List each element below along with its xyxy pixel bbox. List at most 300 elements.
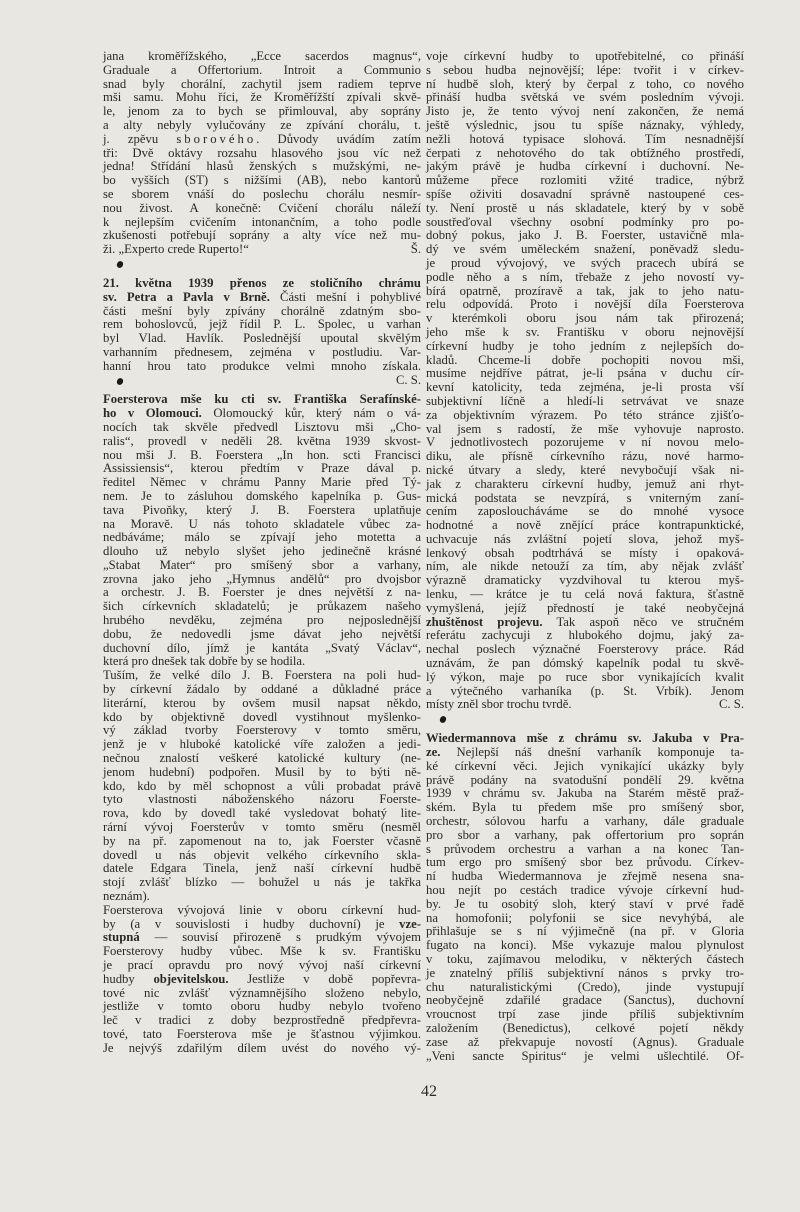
line-text: soustřeďoval všechny osobní podmínky pro po- bbox=[426, 214, 744, 229]
text-line bbox=[426, 912, 744, 926]
line-text: výrazně dramaticky vyzdvihoval tu kterou myš- bbox=[426, 573, 744, 588]
text-line bbox=[426, 147, 744, 161]
text-line bbox=[426, 78, 744, 92]
line-text: nou mši J. B. Foerstera „In hon. scti Francisci bbox=[103, 447, 421, 462]
line-text: neznám). bbox=[103, 889, 150, 904]
text-line bbox=[426, 298, 744, 312]
line-text: le, jenom za to bych se přimlouval, aby soprány bbox=[103, 104, 421, 119]
article-paragraph bbox=[426, 732, 744, 1063]
text-line bbox=[426, 1050, 744, 1064]
text-line bbox=[103, 462, 421, 476]
line-text: V jednotlivostech pozorujeme v ní novou melo- bbox=[426, 435, 744, 450]
text-line bbox=[426, 1008, 744, 1022]
text-line bbox=[426, 843, 744, 857]
text-line bbox=[103, 752, 421, 766]
article-heading: sv. Petra a Pavla v Brně. bbox=[103, 289, 270, 304]
line-text: mši samu. Mohu říci, že Kroměřížští zpívali skvě- bbox=[103, 90, 421, 105]
article-heading: ho v Olomouci. bbox=[103, 406, 202, 421]
right-column bbox=[426, 50, 744, 1063]
line-text: právě podány na svatodušní pondělí 29. května bbox=[426, 772, 744, 787]
line-text: vroucnost trpí zase jinde příliš subjektivním bbox=[426, 1007, 744, 1022]
text-line bbox=[103, 890, 421, 904]
text-line bbox=[426, 815, 744, 829]
text-line bbox=[103, 559, 421, 573]
text-line bbox=[426, 898, 744, 912]
line-text: zase až překvapuje novostí (Agnus). Graduale bbox=[426, 1034, 744, 1049]
line-text: podle něho a s ním, třebaže z jeho novostí vy- bbox=[426, 269, 744, 284]
text-line bbox=[426, 588, 744, 602]
line-text: tyto vlastnosti náboženského názoru Foerste- bbox=[103, 792, 421, 807]
line-text: nou živost. A konečně: Cvičení chorálu náleží bbox=[103, 200, 421, 215]
line-text: val jsem s radostí, že mše vyhovuje naprosto. bbox=[426, 421, 744, 436]
line-text: relu odpovídá. Proto i novější díla Foersterova bbox=[426, 297, 744, 312]
text-line bbox=[103, 876, 421, 890]
line-text: zrovna jako jeho „Hymnus andělů“ pro dvojsbor bbox=[103, 571, 421, 586]
text-line bbox=[426, 746, 744, 760]
text-line bbox=[103, 862, 421, 876]
line-text: uznávám, že pan dómský kapelník podal tu skvě- bbox=[426, 656, 744, 671]
text-line bbox=[426, 574, 744, 588]
line-text: snad byly chorální, zachytil jsem radiem teprve bbox=[103, 76, 421, 91]
page-number: 42 bbox=[421, 1083, 437, 1100]
text-line bbox=[103, 64, 421, 78]
line-text: rova, kdo by dovedl také vysledovat bohatý lite- bbox=[103, 806, 421, 821]
line-text: lenku, — krátce je tu celá nová faktura, šťastně bbox=[426, 587, 744, 602]
text-line bbox=[103, 821, 421, 835]
text-line bbox=[426, 953, 744, 967]
text-line bbox=[426, 1036, 744, 1050]
line-text: Graduale a Offertorium. Introit a Communio bbox=[103, 62, 421, 77]
text-line bbox=[103, 277, 421, 291]
text-line bbox=[103, 835, 421, 849]
line-text: Nejlepší náš dnešní varhaník komponuje ta- bbox=[440, 745, 744, 760]
text-line bbox=[103, 642, 421, 656]
text-line bbox=[103, 50, 421, 64]
line-text: „Stabat Mater“ pro smíšený sbor a varhany, bbox=[103, 557, 421, 572]
text-line bbox=[426, 616, 744, 630]
line-text: . Důvody uvádím zatím bbox=[256, 131, 422, 146]
line-text: fugato na konci). Mše vykazuje malou plynulost bbox=[426, 938, 744, 953]
text-line bbox=[426, 450, 744, 464]
text-line bbox=[426, 602, 744, 616]
text-line bbox=[426, 981, 744, 995]
line-text: Foersterova vývojová linie v oboru církevní hud- bbox=[103, 902, 421, 917]
bullet-separator-icon bbox=[116, 377, 125, 386]
line-text: ním, ale nikde netouží za tím, aby nějak zvlášť bbox=[426, 559, 744, 574]
line-text: lenkový obsah podtrhává se místy i opaková- bbox=[426, 545, 744, 560]
line-text: nežli hotová typisace slohová. Tím nesnadnější bbox=[426, 131, 744, 146]
text-line bbox=[103, 780, 421, 794]
line-text: Jisto je, že tento vývoj není zakončen, že nemá bbox=[426, 104, 744, 119]
line-text: za objektivním výrazem. Po této stránce zjišťo- bbox=[426, 407, 744, 422]
line-text: můžeme přece rozlomiti vžité tradice, nýbrž bbox=[426, 173, 744, 188]
text-line bbox=[103, 449, 421, 463]
line-text-wrap bbox=[103, 243, 249, 257]
text-line bbox=[103, 628, 421, 642]
text-line bbox=[426, 340, 744, 354]
line-text: ké církevní věci. Jejich vynikající ukázky byly bbox=[426, 758, 744, 773]
line-text: Tuším, že velké dílo J. B. Foerstera na poli hud- bbox=[103, 668, 421, 683]
text-line bbox=[103, 1014, 421, 1028]
text-line bbox=[426, 354, 744, 368]
article-paragraph bbox=[103, 50, 421, 257]
text-line bbox=[103, 931, 421, 945]
line-text: literární, kterou by ovšem musil napsat někdo, bbox=[103, 695, 421, 710]
line-text: by církevní žádalo by oddané a důkladné práce bbox=[103, 682, 421, 697]
text-line bbox=[103, 807, 421, 821]
line-text: diku, ale přísně církevního rázu, nové harmo- bbox=[426, 449, 744, 464]
line-text: v kterémkoli oboru jsou nám tak přirozená; bbox=[426, 311, 744, 326]
line-text-wrap bbox=[103, 374, 133, 388]
line-text: hanní hrou tato produkce velmi mnoho získala. bbox=[103, 358, 421, 373]
line-text: cením zaposloucháváme se do mnohé vysoce bbox=[426, 504, 744, 519]
text-line bbox=[103, 793, 421, 807]
text-line bbox=[103, 545, 421, 559]
line-text: šich církevních skladatelů; je průkazem našeho bbox=[103, 599, 421, 614]
text-line bbox=[103, 393, 421, 407]
text-line bbox=[426, 160, 744, 174]
line-text: dobu, že nedovedli jsme dávat jeho největší bbox=[103, 626, 421, 641]
line-text: leč v tradici z doby bezprostředně předpřevra- bbox=[103, 1013, 421, 1028]
line-text: bo vyšších (ST) s nižšími (AB), nebo kantorů bbox=[103, 173, 421, 188]
line-text: jakým právě je hudba církevní i duchovní. Ne- bbox=[426, 159, 744, 174]
text-line bbox=[103, 332, 421, 346]
text-line bbox=[103, 669, 421, 683]
line-text: ralis“, provedl v neděli 28. května 1939 skvost- bbox=[103, 433, 421, 448]
text-line bbox=[103, 531, 421, 545]
section-separator bbox=[426, 712, 744, 732]
text-line bbox=[103, 573, 421, 587]
line-text: hodnotné a nově znějící práce kontrapunktické, bbox=[426, 518, 744, 533]
text-line bbox=[103, 959, 421, 973]
text-line bbox=[103, 724, 421, 738]
line-text: zkušenosti potřebují soprány a alty více než mu- bbox=[103, 228, 421, 243]
text-line bbox=[426, 326, 744, 340]
text-line bbox=[103, 987, 421, 1001]
text-line bbox=[426, 229, 744, 243]
line-text: je prací opravdu pro nový vývoj naší církevní bbox=[103, 958, 421, 972]
bullet-separator-icon bbox=[439, 715, 448, 724]
text-line bbox=[426, 91, 744, 105]
article-paragraph bbox=[426, 50, 744, 712]
text-line bbox=[426, 216, 744, 230]
line-text: a alty nebyly vylučovány ze zpívání chorálu, t. bbox=[103, 117, 421, 132]
line-text: by. Je tu osobitý sloh, který staví v prvé řadě bbox=[426, 896, 744, 911]
text-line bbox=[103, 849, 421, 863]
line-text: čerpati z nehotového do tak obtížného prostředí, bbox=[426, 145, 744, 160]
line-text: dobný pokus, jako J. B. Foerster, ustavičně mla- bbox=[426, 228, 744, 243]
line-text: rem bohoslovců, jejž řídil P. L. Spolec, u varhan bbox=[103, 317, 421, 332]
line-text: j. zpěvu bbox=[103, 131, 177, 146]
line-text: ty. Není prostě u nás skladatele, který by v sobě bbox=[426, 200, 744, 215]
line-text: kdo by objektivně dovedl vystihnout myšlenko- bbox=[103, 709, 421, 724]
text-line bbox=[426, 505, 744, 519]
article-paragraph bbox=[103, 277, 421, 387]
text-line bbox=[426, 939, 744, 953]
text-line bbox=[426, 671, 744, 685]
text-line bbox=[426, 547, 744, 561]
text-line bbox=[426, 870, 744, 884]
text-line bbox=[103, 174, 421, 188]
line-text: s průvodem orchestru a varhan a na konec Tan- bbox=[426, 841, 744, 856]
text-line bbox=[426, 464, 744, 478]
article-paragraph bbox=[103, 904, 421, 1056]
line-text: k nejlepším cvičením intonančním, a toho podle bbox=[103, 214, 421, 229]
text-line bbox=[426, 367, 744, 381]
spaced-emphasis: sborového bbox=[176, 131, 257, 146]
line-text: hou nejít po cestách tradice vývoje církevní hud- bbox=[426, 883, 744, 898]
text-line bbox=[426, 801, 744, 815]
line-text: založením (Benedictus), celkové pojetí někdy bbox=[426, 1020, 744, 1035]
line-text: nechal poslech význačné Foersterovy práce. Rád bbox=[426, 642, 744, 657]
line-text: duchovní dílo, jímž je kantáta „Svatý Václav“, bbox=[103, 640, 421, 655]
line-text: nické útvary a sledy, které nevybočují však ni- bbox=[426, 462, 744, 477]
line-text: kladů. Chceme-li dobře pochopiti novou mši, bbox=[426, 352, 744, 367]
line-text: jenom hudební) podpořen. Musil by to býti ně- bbox=[103, 764, 421, 779]
line-text: nečnou znalostí veškeré katolické kultury (ne- bbox=[103, 751, 421, 766]
line-text: a orchestr. J. B. Foerster je dnes největší z na- bbox=[103, 585, 421, 600]
line-text: Foersterovy hudby vůbec. Mše k sv. Františku bbox=[103, 944, 421, 959]
author-signature: C. S. bbox=[395, 372, 421, 387]
text-line bbox=[426, 395, 744, 409]
article-heading: stupná bbox=[103, 930, 140, 945]
text-line bbox=[103, 421, 421, 435]
line-text: voje církevní hudby to upotřebitelné, co přináší bbox=[426, 49, 744, 63]
text-line bbox=[426, 257, 744, 271]
line-text: církevní hudby je toho jedním z nejlepších do- bbox=[426, 338, 744, 353]
text-line bbox=[103, 711, 421, 725]
text-line bbox=[426, 994, 744, 1008]
line-text: na Moravě. U nás tohoto skladatele vůbec za- bbox=[103, 516, 421, 531]
left-column bbox=[103, 50, 421, 1056]
bold-emphasis: vze- bbox=[399, 916, 421, 931]
text-line bbox=[426, 478, 744, 492]
text-line bbox=[426, 243, 744, 257]
text-line bbox=[103, 291, 421, 305]
line-text: s sebou hudba nejnovější; lépe: tvořit i v církev- bbox=[426, 62, 744, 77]
text-line bbox=[103, 78, 421, 92]
line-text: lý výkon, maje po ruce sbor vynikajících kvalit bbox=[426, 669, 744, 684]
text-line bbox=[103, 1028, 421, 1042]
text-line bbox=[426, 285, 744, 299]
bullet-separator-icon bbox=[116, 260, 125, 269]
line-text: vý základ tvorby Foersterovy v tomto směru, bbox=[103, 723, 421, 738]
text-line bbox=[426, 1022, 744, 1036]
line-text: kevní katolicity, teda zejména, je-li prosta vší bbox=[426, 380, 744, 395]
bold-emphasis: objevitelskou. bbox=[153, 971, 229, 986]
line-text: jenž je v hluboké katolické víře založen a jedi- bbox=[103, 737, 421, 752]
line-text: je proud vývojový, ve svých pracech ubírá se bbox=[426, 255, 744, 270]
text-line bbox=[426, 629, 744, 643]
line-text: se sborem vnáší do poslechu chorálu nesmír- bbox=[103, 186, 421, 201]
line-text: chu naturalistickými (Credo), jinde vystupují bbox=[426, 979, 744, 994]
line-text: stojí zvlášť blízko — bohužel u nás je takřka bbox=[103, 875, 421, 890]
line-text: bírá opatrně, prozíravě a tak, jak to jeho natu- bbox=[426, 283, 744, 298]
text-line bbox=[103, 188, 421, 202]
text-line bbox=[426, 381, 744, 395]
line-text: by na př. zapomenout na to, jak Foerster včasně bbox=[103, 833, 421, 848]
line-text: datele Edgara Tinela, jenž naší církevní hudbě bbox=[103, 861, 421, 876]
line-text: ži. „Experto crede Ruperto!“ bbox=[103, 242, 249, 257]
text-line bbox=[103, 360, 421, 374]
text-line bbox=[103, 518, 421, 532]
line-text: rární vývoj Foersterův v tomto směru (nesměl bbox=[103, 820, 421, 835]
line-text: hudby bbox=[103, 971, 154, 986]
text-line bbox=[426, 774, 744, 788]
line-text: orchestr, sólovou harfu a varhany, dále graduale bbox=[426, 814, 744, 829]
text-line bbox=[426, 829, 744, 843]
text-line bbox=[426, 856, 744, 870]
text-line bbox=[426, 188, 744, 202]
line-text: dovedl u nás objevit velkého církevního skla- bbox=[103, 847, 421, 862]
line-text: Olomoucký kůr, který nám o vá- bbox=[201, 406, 421, 421]
line-text: tové nic zvlášť významnějšího složeno nebylo, bbox=[103, 985, 421, 1000]
line-text: části mešní byly zpívány chorálně zdatným sbo- bbox=[103, 303, 421, 318]
author-signature: C. S. bbox=[718, 697, 744, 712]
line-text: spíše oživiti dosavadní správně nastoupené ces- bbox=[426, 186, 744, 201]
text-line bbox=[103, 766, 421, 780]
text-line bbox=[103, 105, 421, 119]
text-line bbox=[426, 533, 744, 547]
text-line bbox=[103, 119, 421, 133]
text-line bbox=[426, 643, 744, 657]
article-heading: Foersterova mše ku cti sv. Františka Serafínské- bbox=[103, 392, 421, 407]
line-text: mická podstata se nevzpírá, s vniterným zaní- bbox=[426, 490, 744, 505]
article-heading: zhuštěnost projevu. bbox=[426, 614, 543, 629]
text-line bbox=[426, 560, 744, 574]
line-text: a výtečného varhaníka (p. St. Vrbík). Jenom bbox=[426, 683, 744, 698]
line-text: 1939 v chrámu sv. Jakuba na Starém městě praž- bbox=[426, 786, 744, 801]
line-text: neobyčejně zdařilé gradace (Sanctus), duchovní bbox=[426, 993, 744, 1008]
line-text: jak z charakteru církevní hudby, jemuž ani rhyt- bbox=[426, 476, 744, 491]
text-line bbox=[103, 918, 421, 932]
line-text: musíme nejdříve pátrat, je-li psána v duchu cír- bbox=[426, 366, 744, 381]
text-line bbox=[103, 476, 421, 490]
author-signature: Š. bbox=[410, 242, 421, 257]
line-text: vymyšlená, jejíž předností je také neobyčejná bbox=[426, 600, 744, 615]
text-line bbox=[426, 492, 744, 506]
text-line bbox=[426, 967, 744, 981]
line-text: dlouho už nebylo slyšet jeho jedinečně krásné bbox=[103, 544, 421, 559]
line-text: na homofonii; polyfonii se sice nevyhýbá, ale bbox=[426, 910, 744, 925]
text-line bbox=[103, 229, 421, 243]
line-text: tava Pivoňky, který J. B. Foerstera uplatňuje bbox=[103, 502, 421, 517]
text-line bbox=[103, 683, 421, 697]
line-text: nem. Je to zásluhou domského kapelníka p. Gus- bbox=[103, 488, 421, 503]
text-line bbox=[103, 243, 421, 257]
line-text: ještě výslednic, jsou tu spíše náznaky, výhledy, bbox=[426, 117, 744, 132]
text-line bbox=[426, 409, 744, 423]
line-text: v toku, zajímavou melodiku, v některých částech bbox=[426, 952, 744, 966]
line-text: by (a v souvislosti i hudby duchovní) je bbox=[103, 916, 400, 931]
text-line bbox=[103, 147, 421, 161]
line-text: ském. Byla tu předem mše pro smíšený sbor, bbox=[426, 800, 744, 815]
line-text: Assissiensis“, kterou předtím v Praze dával p. bbox=[103, 461, 421, 476]
text-line bbox=[426, 105, 744, 119]
line-text: dý ve svém uměleckém snažení, poněvadž sledu- bbox=[426, 242, 744, 257]
text-line bbox=[103, 655, 421, 669]
text-line bbox=[103, 346, 421, 360]
line-text-wrap bbox=[426, 698, 572, 712]
line-text: jeho mše k sv. Františku v oboru nejnovější bbox=[426, 324, 744, 339]
line-text: kdo, kdo by měl schopnost a vůli probadat právě bbox=[103, 778, 421, 793]
article-heading: ze. bbox=[426, 745, 441, 760]
line-text: tři: Dvě oktávy rozsahu hlasového jsou víc než bbox=[103, 145, 421, 160]
line-text: byl Vlad. Havlík. Poslednější upoutal skvělým bbox=[103, 331, 421, 346]
text-line bbox=[426, 119, 744, 133]
text-line bbox=[103, 216, 421, 230]
line-text: uchvacuje nás zvláštní pojetí slova, jehož myš- bbox=[426, 531, 744, 546]
line-text: je znatelný příliš subjektivní nános s prvky tro- bbox=[426, 965, 744, 980]
line-text: Jestliže v době popřevra- bbox=[228, 971, 422, 986]
text-line bbox=[426, 50, 744, 64]
text-line bbox=[426, 423, 744, 437]
text-line bbox=[103, 586, 421, 600]
line-text: jedna! Střídání hlasů ženských s mužskými, ne- bbox=[103, 159, 421, 174]
text-line bbox=[103, 91, 421, 105]
text-line bbox=[426, 787, 744, 801]
line-text: pro sbor a varhany, pak offertorium pro soprán bbox=[426, 827, 744, 842]
text-line bbox=[103, 160, 421, 174]
text-line bbox=[426, 760, 744, 774]
text-line bbox=[426, 657, 744, 671]
text-line bbox=[103, 904, 421, 918]
text-line bbox=[103, 374, 421, 388]
line-text: přináší hudba světská ve svém posledním vývoji. bbox=[426, 90, 744, 105]
line-text: ní hudbě sloh, který by čerpal z toho, co nového bbox=[426, 76, 744, 91]
text-line bbox=[103, 133, 421, 147]
line-text: varhanním přednesem, zejména v postludiu. Var- bbox=[103, 344, 421, 359]
line-text: přihlašuje se s ní výjimečně (na př. v Gloria bbox=[426, 924, 744, 939]
text-line bbox=[426, 436, 744, 450]
text-line bbox=[103, 490, 421, 504]
text-line bbox=[426, 174, 744, 188]
text-line bbox=[426, 64, 744, 78]
text-line bbox=[103, 697, 421, 711]
text-line bbox=[103, 973, 421, 987]
text-line bbox=[103, 1042, 421, 1056]
text-line bbox=[103, 305, 421, 319]
text-line bbox=[426, 202, 744, 216]
text-line bbox=[103, 202, 421, 216]
line-text: nocích tak skvěle předvedl Lisztovu mši „Cho- bbox=[103, 419, 421, 434]
text-line bbox=[426, 271, 744, 285]
text-line bbox=[426, 685, 744, 699]
text-line bbox=[103, 600, 421, 614]
line-text: ředitel Němec v chrámu Panny Marie před Tý- bbox=[103, 475, 421, 490]
text-line bbox=[426, 732, 744, 746]
line-text: Je nejvýš zdařilým dílem uvést do nového vý- bbox=[103, 1040, 421, 1055]
line-text: Tak aspoň něco ve stručném bbox=[542, 614, 744, 629]
article-heading: 21. května 1939 přenos ze stoličního chrámu bbox=[103, 275, 421, 290]
line-text: jestliže v tomto oboru hudby nebylo tvořeno bbox=[103, 999, 421, 1014]
line-text: která pro dnešek tak dobře by se hodila. bbox=[103, 654, 306, 669]
line-text: nedbáváme; málo se zpívají jeho motetta a bbox=[103, 530, 421, 545]
line-text: jana kroměřížského, „Ecce sacerdos magnus“, bbox=[103, 49, 421, 63]
text-line bbox=[103, 1000, 421, 1014]
text-line bbox=[103, 945, 421, 959]
text-line bbox=[426, 884, 744, 898]
article-heading: Wiedermannova mše z chrámu sv. Jakuba v Pra- bbox=[426, 731, 744, 746]
line-text: — souvisí přirozeně s prudkým vývojem bbox=[139, 930, 421, 945]
article-paragraph bbox=[103, 393, 421, 669]
line-text: hrubého nevděku, zejména pro nejposlednější bbox=[103, 613, 421, 628]
text-line bbox=[426, 519, 744, 533]
line-text: tové, tato Foersterova mše je šťastnou výjimkou. bbox=[103, 1026, 421, 1041]
text-line bbox=[103, 738, 421, 752]
line-text: tum ergo pro smíšený sbor bez průvodu. Církev- bbox=[426, 855, 744, 870]
text-line bbox=[426, 698, 744, 712]
